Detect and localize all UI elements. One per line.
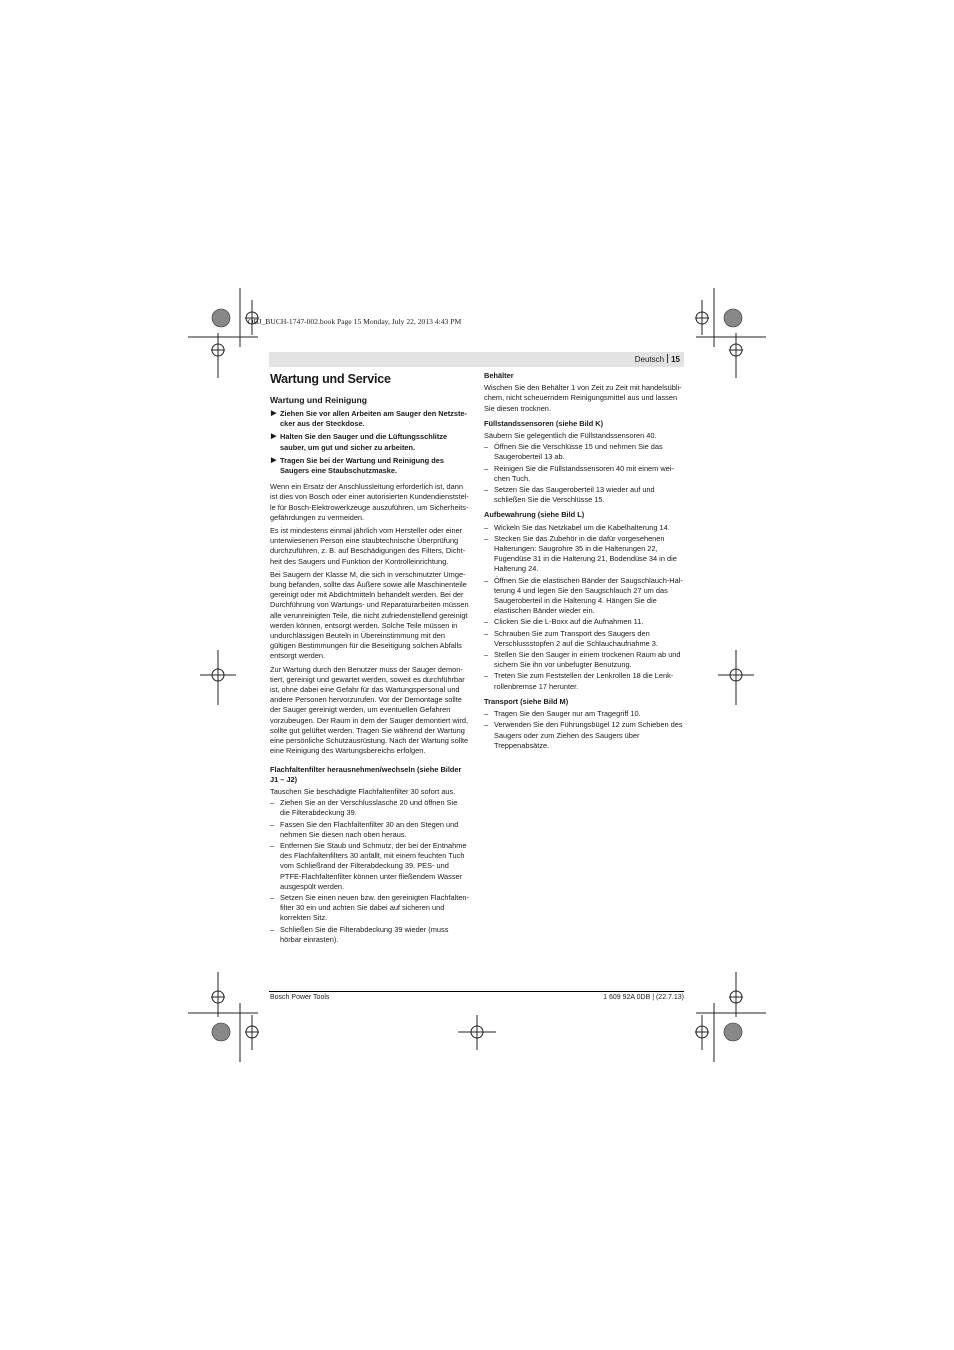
header-separator	[667, 354, 668, 363]
dash-bullet: –	[484, 442, 489, 452]
subsection-title: Wartung und Reinigung	[270, 395, 368, 405]
list-item: – Fassen Sie den Flachfaltenfilter 30 an den Stegen und nehmen Sie diesen nach oben heraus.	[270, 819, 459, 839]
dash-bullet: –	[484, 463, 489, 473]
dash-bullet: –	[270, 924, 275, 934]
footer-rule	[269, 991, 684, 992]
right-column	[484, 371, 684, 752]
filter-intro: Tauschen Sie beschädigte Flachfaltenfilter 30 sofort aus.	[270, 786, 456, 796]
warning-triangle-icon: ▶	[271, 456, 277, 464]
list-item: – Reinigen Sie die Füllstandssensoren 40 mit einem weichen Tuch.	[484, 463, 674, 483]
footer-code: 1 609 92A 0DB | (22.7.13)	[603, 994, 684, 1001]
paragraph: Es ist mindestens einmal jährlich vom Hersteller oder einer unterwiesenen Person eine staubtechnische Überprüfung durchzuführen, z. B. auf Beschädigungen des Filters, Dichtheit des Saugers und Funktion der Kontrolleinrichtung.	[270, 526, 466, 566]
warning-triangle-icon: ▶	[271, 410, 277, 417]
list-item: – Treten Sie zum Feststellen der Lenkrollen 18 die Lenkrollenbremse 17 herunter.	[484, 671, 674, 691]
container-text: Wischen Sie den Behälter 1 von Zeit zu Zeit mit handelsüblichem, nicht scheuerndem Reinigungsmittel aus und lassen Sie diesen trocknen.	[484, 383, 682, 413]
list-item: – Schrauben Sie zum Transport des Saugers den Verschlussstopfen 2 auf die Schlauchaufnahme 3.	[484, 628, 658, 648]
warning-item: ▶ Halten Sie den Sauger und die Lüftungsschlitze sauber, um gut und sicher zu arbeiten.	[271, 432, 448, 452]
list-item: – Entfernen Sie Staub und Schmutz, der bei der Entnahme des Flachfaltenfilters 30 anfällt, mit einem feuchten Tuch vom Schließrand der Filterabdeckung 39. PES- und PTFE-Flachfaltenfilter können unter fließendem Wasser ausgespült werden.	[270, 840, 467, 891]
warning-item: ▶ Ziehen Sie vor allen Arbeiten am Sauger den Netzstecker aus der Steckdose.	[271, 409, 468, 429]
paragraph: Zur Wartung durch den Benutzer muss der Sauger demontiert, gereinigt und gewartet werden, soweit es durchführbar ist, ohne dabei eine Gefahr für das Wartungspersonal und andere Personen hervorzurufen. Vor der Demontage sollte der Sauger gereinigt werden, um eventuellen Gefahren vorzubeugen. Der Raum in dem der Sauger demontiert wird, sollte gut gelüftet werden. Tragen Sie während der Wartung eine persönliche Schutzausrüstung. Nach der Wartung sollte eine Reinigung des Wartungsbereichs erfolgen.	[270, 664, 469, 756]
list-item: – Tragen Sie den Sauger nur am Tragegriff 10.	[484, 709, 641, 719]
transport-heading: Transport (siehe Bild M)	[484, 696, 569, 706]
list-item: – Setzen Sie das Saugeroberteil 13 wieder auf und schließen Sie die Verschlüsse 15.	[484, 485, 655, 505]
dash-bullet: –	[484, 522, 489, 532]
page-header-bar	[269, 352, 684, 367]
left-column	[270, 371, 469, 946]
dash-bullet: –	[484, 720, 489, 730]
dash-bullet: –	[484, 650, 489, 660]
sensor-heading: Füllstandssensoren (siehe Bild K)	[484, 418, 604, 428]
header-language: Deutsch	[634, 355, 665, 364]
page-header	[635, 354, 680, 365]
sensor-intro: Säubern Sie gelegentlich die Füllstandssensoren 40.	[484, 431, 657, 441]
warning-item: ▶ Tragen Sie bei der Wartung und Reinigung des Saugers eine Staubschutzmaske.	[271, 455, 444, 476]
print-slug: OBJ_BUCH-1747-002.book Page 15 Monday, July 22, 2013 4:43 PM	[248, 317, 462, 326]
list-item: – Wickeln Sie das Netzkabel um die Kabelhalterung 14.	[484, 522, 670, 532]
page-number: 15	[671, 355, 680, 364]
list-item: – Verwenden Sie den Führungsbügel 12 zum Schieben des Saugers oder zum Ziehen des Saugers über Treppenabsätze.	[484, 720, 683, 750]
dash-bullet: –	[484, 671, 489, 681]
list-item: – Öffnen Sie die elastischen Bänder der Saugschlauch-Halterung 4 und legen Sie den Saugschlauch 27 um das Saugeroberteil in die Halterung 4. Hängen Sie die elastischen Bänder wieder ein.	[484, 575, 683, 616]
list-item: – Stellen Sie den Sauger in einem trockenen Raum ab und sichern Sie ihn vor unbefugter Benutzung.	[484, 650, 681, 670]
container-heading: Behälter	[484, 371, 514, 380]
dash-bullet: –	[270, 798, 275, 808]
list-item: – Öffnen Sie die Verschlüsse 15 und nehmen Sie das Saugeroberteil 13 ab.	[484, 442, 663, 462]
section-title: Wartung und Service	[270, 372, 391, 386]
list-item: – Schließen Sie die Filterabdeckung 39 wieder (muss hörbar einrasten).	[270, 924, 449, 944]
paragraph: Bei Saugern der Klasse M, die sich in verschmutzter Umgebung befanden, sollte das Äußere sowie alle Maschinenteile gereinigt oder mit Abdichtmitteln behandelt werden. Bei der Durchführung von Wartungs- und Reparaturarbeiten müssen alle verunreinigten Teile, die nicht zufriedenstellend gereinigt werden können, entsorgt werden. Solche Teile müssen in undurchlässigen Beuteln in Übereinstimmung mit den gültigen Bestimmungen für die Beseitigung solchen Abfalls entsorgt werden.	[270, 569, 469, 661]
list-item: – Ziehen Sie an der Verschlusslasche 20 und öffnen Sie die Filterabdeckung 39.	[270, 798, 458, 818]
dash-bullet: –	[270, 892, 275, 902]
filter-heading: Flachfaltenfilter herausnehmen/wechseln (siehe Bilder J1 – J2)	[270, 764, 462, 784]
storage-heading: Aufbewahrung (siehe Bild L)	[484, 510, 585, 520]
footer-brand: Bosch Power Tools	[270, 994, 330, 1001]
dash-bullet: –	[484, 617, 489, 627]
dash-bullet: –	[484, 575, 489, 585]
list-item: – Stecken Sie das Zubehör in die dafür vorgesehenen Halterungen: Saugrohre 35 in die Halterungen 22, Fugendüse 31 in die Halterung 21, Bodendüse 34 in die Halterung 24.	[484, 533, 677, 574]
dash-bullet: –	[270, 840, 275, 850]
dash-bullet: –	[270, 819, 275, 829]
list-item: – Setzen Sie einen neuen bzw. den gereinigten Flachfaltenfilter 30 ein und achten Sie dabei auf sicheren und korrekten Sitz.	[270, 892, 470, 923]
paragraph: Wenn ein Ersatz der Anschlussleitung erforderlich ist, dann ist dies von Bosch oder einer autorisierten Kundendienststelle für Bosch-Elektrowerkzeuge auszuführen, um Sicherheitsgefährdungen zu vermeiden.	[270, 482, 469, 522]
list-item: – Clicken Sie die L-Boxx auf die Aufnahmen 11.	[484, 617, 644, 627]
dash-bullet: –	[484, 628, 489, 638]
dash-bullet: –	[484, 709, 489, 719]
dash-bullet: –	[484, 485, 489, 495]
warning-triangle-icon: ▶	[271, 433, 277, 441]
dash-bullet: –	[484, 533, 489, 543]
